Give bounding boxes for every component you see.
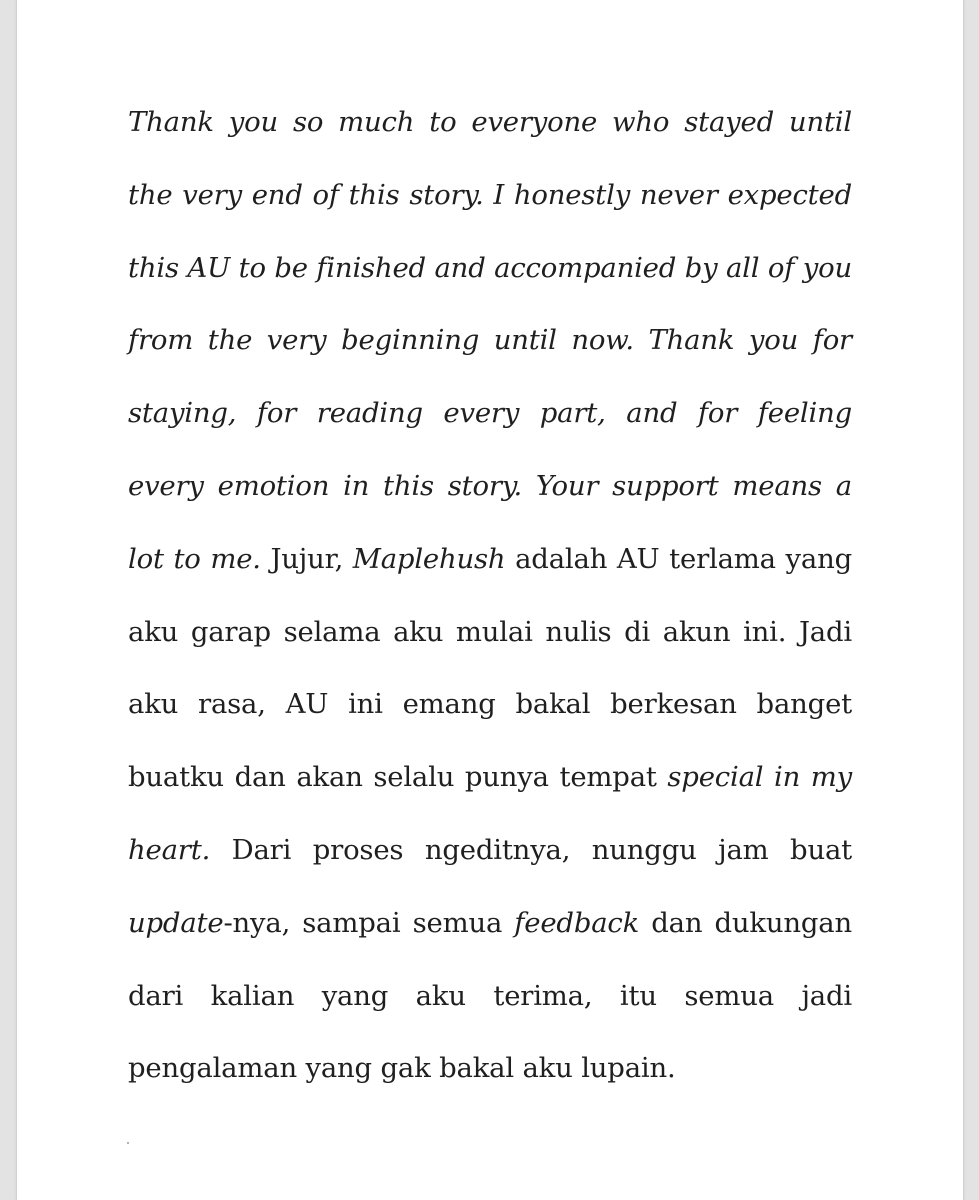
text-segment: dan dukungan dari kalian yang aku terima, itu semua jadi pengalaman yang gak bakal aku lupain. [128, 906, 852, 1085]
body-paragraph [128, 86, 852, 1105]
story-title: Maplehush [352, 542, 506, 575]
text-segment: -nya, sampai semua [223, 906, 515, 939]
document-page [17, 0, 963, 1200]
text-segment: adalah AU terlama yang aku garap selama aku mulai nulis di akun ini. Jadi aku rasa, AU ini emang bakal berkesan banget buatku dan akan selalu punya tempat [128, 542, 852, 794]
italic-word: update [128, 906, 224, 939]
italic-word: feedback [514, 906, 640, 939]
text-segment: Dari proses ngeditnya, nunggu jam buat [210, 833, 852, 866]
english-note: Thank you so much to everyone who stayed until the very end of this story. I honestly never expected this AU to be finished and accompanied by all of you from the very beginning until now. Thank you for staying, for reading every part, and for feeling every emotion in this story. Your support means a lot to me. [128, 106, 852, 575]
italic-phrase: special in my heart. [128, 761, 852, 866]
stray-dot [127, 1142, 129, 1144]
text-segment: Jujur, [260, 542, 353, 575]
